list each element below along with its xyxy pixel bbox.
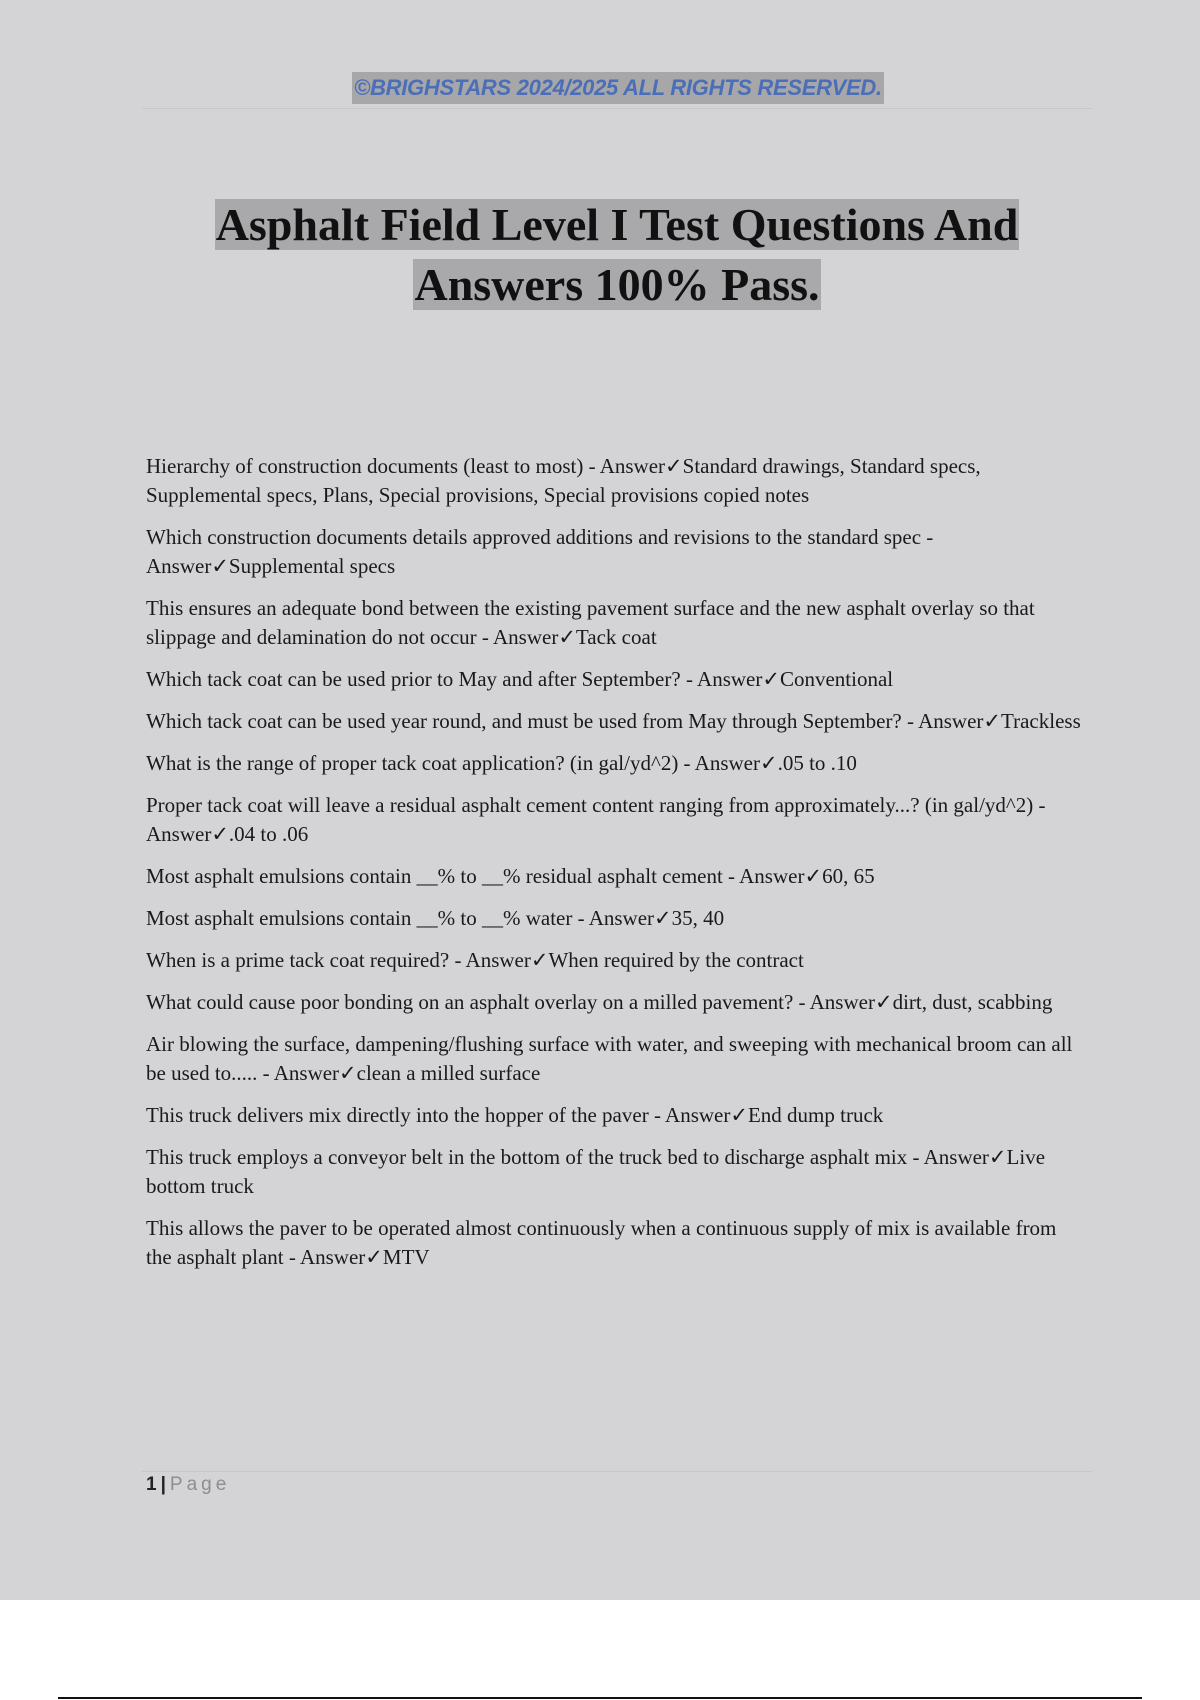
copyright-notice <box>0 72 1200 104</box>
question-text: Which construction documents details approved additions and revisions to the standard spec - <box>146 525 934 549</box>
page-footer <box>146 1474 230 1496</box>
question-text: Which tack coat can be used year round, and must be used from May through September? - <box>146 709 919 733</box>
answer-text: Conventional <box>779 667 894 691</box>
title-line-2: Answers 100% Pass. <box>414 259 820 310</box>
qa-item <box>146 594 1081 652</box>
qa-item <box>146 988 1081 1017</box>
question-text: Air blowing the surface, dampening/flushing surface with water, and sweeping with mechanical broom can all be used to..... - <box>146 1032 1073 1085</box>
question-text: What could cause poor bonding on an asphalt overlay on a milled pavement? - <box>146 990 810 1014</box>
answer-text: MTV <box>382 1245 430 1269</box>
question-text: Which tack coat can be used prior to May and after September? - <box>146 667 698 691</box>
qa-item <box>146 1030 1081 1088</box>
answer-marker: Answer✓ <box>465 948 549 972</box>
answer-marker: Answer✓ <box>923 1145 1007 1169</box>
answer-text: .04 to .06 <box>228 822 309 846</box>
bottom-divider <box>58 1697 1142 1699</box>
qa-item <box>146 707 1081 736</box>
answer-marker: Answer✓ <box>665 1103 748 1127</box>
qa-item <box>146 1143 1081 1201</box>
answer-marker: Answer✓ <box>146 554 229 578</box>
answer-text: Standard drawings, Standard specs, Supplemental specs, Plans, Special provisions, Special provisions copied notes <box>146 454 981 507</box>
qa-item <box>146 1214 1081 1272</box>
qa-item <box>146 665 1081 694</box>
answer-marker: Answer✓ <box>273 1061 357 1085</box>
question-text: When is a prime tack coat required? - <box>146 948 466 972</box>
answer-text: When required by the contract <box>548 948 804 972</box>
question-text: Proper tack coat will leave a residual asphalt cement content ranging from approximately...? (in gal/yd^2) - <box>146 793 1046 817</box>
answer-text: 60, 65 <box>822 864 875 888</box>
question-text: Most asphalt emulsions contain __% to __% water - <box>146 906 589 930</box>
answer-text: clean a milled surface <box>356 1061 541 1085</box>
header-divider <box>142 108 1092 109</box>
answer-text: Live bottom truck <box>146 1145 1046 1198</box>
answer-text: Tack coat <box>575 625 657 649</box>
question-text: This truck delivers mix directly into the hopper of the paver - <box>146 1103 666 1127</box>
page-number: 1 <box>146 1474 157 1495</box>
answer-marker: Answer✓ <box>493 625 576 649</box>
answer-marker: Answer✓ <box>146 822 229 846</box>
question-text: This allows the paver to be operated almost continuously when a continuous supply of mix is available from the asphalt plant - <box>146 1216 1057 1269</box>
answer-text: Trackless <box>1001 709 1081 733</box>
question-answer-list <box>146 452 1081 1285</box>
qa-item <box>146 1101 1081 1130</box>
answer-marker: Answer✓ <box>809 990 893 1014</box>
answer-text: End dump truck <box>747 1103 884 1127</box>
answer-text: 35, 40 <box>671 906 725 930</box>
page-label: Page <box>169 1474 231 1495</box>
qa-item <box>146 904 1081 933</box>
answer-marker: Answer✓ <box>588 906 672 930</box>
answer-marker: Answer✓ <box>299 1245 383 1269</box>
question-text: Most asphalt emulsions contain __% to __% residual asphalt cement - <box>146 864 740 888</box>
title-line-1: Asphalt Field Level I Test Questions And <box>215 199 1019 250</box>
answer-marker: Answer✓ <box>697 667 780 691</box>
qa-item <box>146 946 1081 975</box>
qa-item <box>146 452 1081 510</box>
qa-item <box>146 791 1081 849</box>
answer-marker: Answer✓ <box>694 751 778 775</box>
question-text: This truck employs a conveyor belt in the bottom of the truck bed to discharge asphalt mix - <box>146 1145 924 1169</box>
question-text: This ensures an adequate bond between the existing pavement surface and the new asphalt overlay so that slippage and delamination do not occur - <box>146 596 1035 649</box>
question-text: Hierarchy of construction documents (least to most) - <box>146 454 600 478</box>
answer-marker: Answer✓ <box>599 454 683 478</box>
answer-marker: Answer✓ <box>918 709 1002 733</box>
copyright-text: ©BRIGHSTARS 2024/2025 ALL RIGHTS RESERVED. <box>352 72 884 104</box>
answer-text: dirt, dust, scabbing <box>892 990 1053 1014</box>
answer-marker: Answer✓ <box>739 864 823 888</box>
footer-separator: | <box>160 1474 166 1495</box>
question-text: What is the range of proper tack coat application? (in gal/yd^2) - <box>146 751 695 775</box>
answer-text: .05 to .10 <box>777 751 857 775</box>
footer-divider <box>142 1471 1092 1472</box>
answer-text: Supplemental specs <box>228 554 396 578</box>
qa-item <box>146 862 1081 891</box>
document-title <box>100 195 1134 315</box>
qa-item <box>146 749 1081 778</box>
qa-item <box>146 523 1081 581</box>
